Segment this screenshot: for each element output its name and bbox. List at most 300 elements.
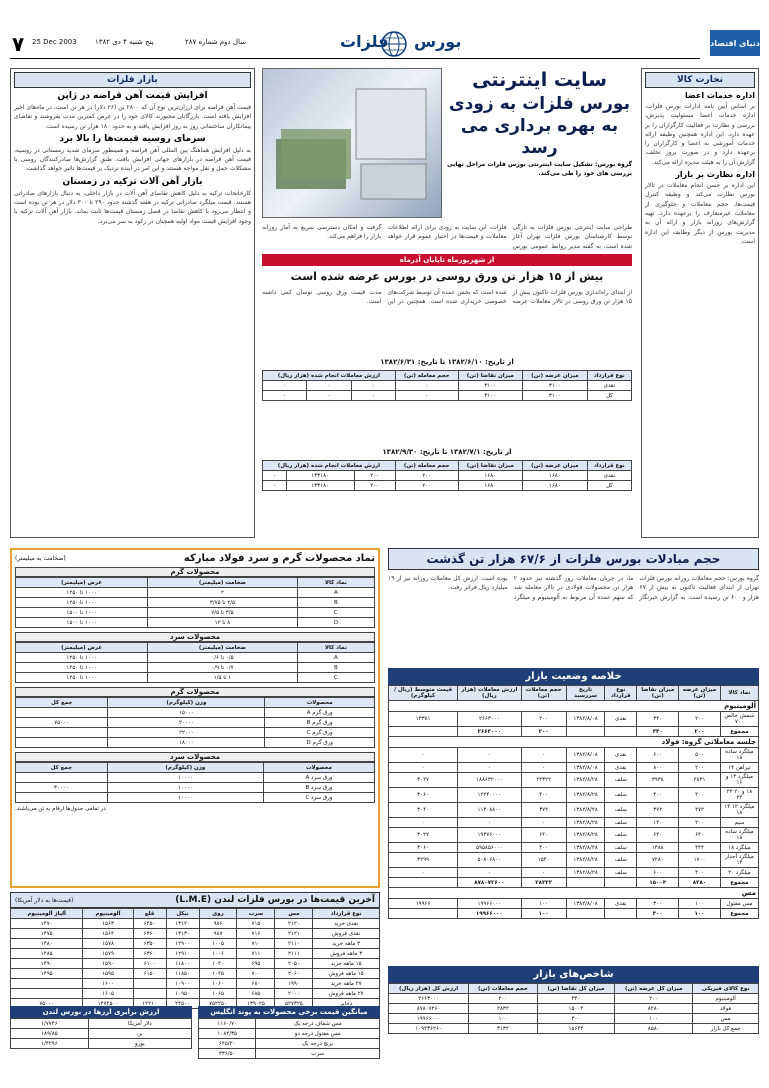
table-cell: ۱۰۹۰۰ <box>166 979 199 989</box>
table-cell: ۲۰۰ <box>679 727 721 737</box>
table-cell: ۲۷ ماهه خرید <box>313 979 380 989</box>
table-cell: ۰ <box>458 868 521 878</box>
lead-body-2: از ابتدای راه‌اندازی بورس فلزات تاکنون بیش از ۱۵ هزار تن ورق روسی در تالار معاملات عرضه شده است که بخش عمده آن توسط شرکت‌های خصوصی خریداری شده است. همچنین در این مدت قیمت ورق روسی نوسان کمی داشته است. <box>262 289 632 306</box>
table-cell: ۱۵۹۰ <box>83 959 133 969</box>
table-cell: ۱۳۸۲/۸/۰۸ <box>566 899 604 909</box>
table-cell: ۱۰۶۰ <box>199 979 237 989</box>
table-cell: ۱۰۰۰ تا ۱۵۰۰ <box>16 618 148 628</box>
table-cell: ۱۰۰ <box>521 909 566 919</box>
table-cell: کل <box>587 481 631 491</box>
table-cell: ۰ <box>263 481 287 491</box>
table-cell: مس <box>693 1014 759 1024</box>
col-header: قیمت متوسط (ریال / کیلوگرم) <box>389 686 458 701</box>
table-cell: ۱۰۰ <box>679 899 721 909</box>
table-cell: ۲۰۰ <box>679 712 721 727</box>
table-cell: ۱۰۰۰۰ <box>107 793 263 803</box>
table-cell: ۱۰۹۴۳۶۲۶۰ <box>389 1024 469 1034</box>
table-cell: جمع کل بازار <box>693 1024 759 1034</box>
table-cell <box>16 793 108 803</box>
table-row <box>389 773 759 788</box>
col-header: عرض (میلیمتر) <box>16 578 148 588</box>
table-row <box>199 1019 380 1029</box>
table-cell: ۰ <box>458 818 521 828</box>
table-cell: ۱۰۰۰۰ <box>107 773 263 783</box>
masthead <box>10 30 760 60</box>
table-cell: ۱۳۸۲/۸/۰۸ <box>566 748 604 763</box>
table-cell: ۱۳۱۲۰ <box>166 919 199 929</box>
volume-body: گروه بورس: حجم معاملات روزانه بورس فلزات تهران از ابتدای فعالیت تاکنون به بیش از ۶۷ هزار و ۶۰۰ تن رسیده است. به گزارش خبرنگار ما، در جریان معاملات روز گذشته نیز حدود ۲ هزار تن محصولات فولادی در تالار معامله شد که سهم عمده آن مربوط به آلومینیوم و میلگرد بوده است. ارزش کل معاملات روزانه نیز از ۱۹ میلیارد ریال فراتر رفت. <box>388 575 759 601</box>
section-title-right: بورس <box>414 32 462 51</box>
table-cell: سلف <box>605 853 637 868</box>
table-cell: ۰ <box>395 381 458 391</box>
table-cell: ۱۳۸۲/۸/۰۸ <box>566 712 604 727</box>
cold-products-label: محصولات سرد <box>15 632 375 642</box>
lme-table <box>10 908 380 1009</box>
table-cell: ۳۴۰ <box>637 727 679 737</box>
table-cell: ۷۵۲۲۵۰ <box>199 999 237 1009</box>
table-cell <box>389 909 458 919</box>
table-cell: ۳۱۰۰ <box>458 391 522 401</box>
table-cell: ۴۰۰ <box>637 788 679 803</box>
table-cell: ۱۴۹۵ <box>11 969 83 979</box>
section-label: آلومینیوم <box>389 701 759 712</box>
table-cell: ۱۵۰۰۴ <box>537 1004 615 1014</box>
table-row <box>11 1039 192 1049</box>
col-header: میزان تقاضا (تن) <box>458 371 522 381</box>
table-cell: ۷۱۶ <box>237 929 275 939</box>
table-row <box>16 598 375 608</box>
table-row <box>389 909 759 919</box>
table-cell <box>566 909 604 919</box>
article-headline: سرمای روسیه قیمت‌ها را بالا برد <box>59 133 206 144</box>
table-cell <box>11 989 83 999</box>
table-row <box>389 853 759 868</box>
article-body: این اداره بر حسن انجام معاملات در تالار بورس نظارت می‌کند و وظیفه کنترل قیمت‌ها، حجم معاملات و جلوگیری از معاملات غیرمتعارف را برعهده دارد. تهیه گزارش‌های روزانه بازار و ارائه آن به مدیریت بورس از دیگر وظایف این اداره است. <box>645 182 755 245</box>
table-cell: میلگرد ۱۲ ۱۴ ۱۸ <box>720 803 758 818</box>
market-index-title: شاخص‌های بازار <box>388 966 759 983</box>
table-row <box>11 969 380 979</box>
table-cell: ۸۵۸۰ <box>615 1024 693 1034</box>
trade-table-2-date: از تاریخ: ۱۳۸۲/۷/۱ تا تاریخ: ۱۳۸۲/۹/۳۰ <box>382 448 512 456</box>
table-cell: ۱۴۷۲۵۰۰ <box>83 999 133 1009</box>
col-header: میزان عرضه (تن) <box>522 371 587 381</box>
table-cell: ۳ ماهه خرید <box>313 939 380 949</box>
table-cell: ۰ <box>389 818 458 828</box>
table-cell: ۲۰۰ <box>679 763 721 773</box>
table-row <box>11 1019 192 1029</box>
table-cell: ۱/۴۲۹۶ <box>11 1039 89 1049</box>
col-header: جمع کل <box>16 698 108 708</box>
table-cell: میلگرد آجدار ۱۴ <box>720 853 758 868</box>
table-row <box>389 1004 759 1014</box>
table-cell: ۱۰۰۰ تا ۱۲۵۰ <box>16 663 148 673</box>
market-summary-table <box>388 685 759 919</box>
col-header: محصولات <box>265 698 375 708</box>
table-cell: نقدی <box>605 748 637 763</box>
col-header: وزن (کیلوگرم) <box>108 698 265 708</box>
table-cell: فولاد <box>693 1004 759 1014</box>
table-row <box>16 663 375 673</box>
table-row <box>16 618 375 628</box>
table-cell: ۱۳۸۲/۸/۲۸ <box>566 818 604 828</box>
col-header: حجم معاملات (تن) <box>469 984 538 994</box>
table-cell <box>133 989 166 999</box>
table-cell: A <box>297 653 374 663</box>
table-row <box>199 1029 380 1039</box>
table-row <box>389 748 759 763</box>
table-cell: ۳۷۲ <box>521 803 566 818</box>
col-header: آلیاژ آلومینیوم <box>11 909 83 919</box>
lead-banner: از شهریورماه تاپایان آذرماه <box>262 254 632 266</box>
table-cell: ۱۲۹۰۰ <box>166 939 199 949</box>
table-cell: ۱۵۹۵ <box>83 969 133 979</box>
table-cell: ورق سرد C <box>263 793 374 803</box>
market-index-panel <box>388 966 759 1078</box>
table-cell: ۱۲۲۴۰۰۰۰ <box>458 788 521 803</box>
table-cell: ۴۰۰ <box>679 868 721 878</box>
col-header: حجم معامله (تن) <box>395 461 458 471</box>
table-cell: ۲۰۰ <box>615 994 693 1004</box>
table-cell: B <box>297 663 374 673</box>
table-cell: ۲۶۶۳۰۰۰ <box>458 712 521 727</box>
col-header: میزان تقاضا (تن) <box>458 461 522 471</box>
table-cell: ۱۵ ماهه فروش <box>313 969 380 979</box>
table-cell: ورق سرد B <box>263 783 374 793</box>
cold-weight-table <box>15 762 375 803</box>
article-headline: اداره خدمات اعضا <box>685 91 755 100</box>
table-cell: ۳۰۰ <box>637 899 679 909</box>
table-cell: ۸۲۸۰ <box>679 878 721 888</box>
lead-intro: گروه بورس: تشکیل سایت اینترنتی بورس فلزات مراحل نهایی بررسی های خود را طی می‌کند. <box>447 161 632 178</box>
table-cell: ۰ <box>395 391 458 401</box>
steel-footnote: در تمامی جدول‌ها ارقام به تن می‌باشند. <box>15 806 106 812</box>
table-cell: نقدی <box>605 899 637 909</box>
table-cell: ۱۶۰۰ <box>83 979 133 989</box>
table-cell: ۱۵۰۰۴ <box>637 878 679 888</box>
table-cell <box>16 738 108 748</box>
table-cell: سرب <box>256 1049 380 1059</box>
col-header: میزان کل عرضه (تن) <box>615 984 693 994</box>
table-cell: ۳۰۰ <box>537 1014 615 1024</box>
table-cell: ۱۳۳۱۸۰ <box>286 471 354 481</box>
table-cell: ۱۳۸۲/۸/۲۸ <box>566 803 604 818</box>
table-cell: ۱۰۴۵ <box>199 969 237 979</box>
table-row <box>389 763 759 773</box>
table-cell: ۸۷۸۰۷۲۶۰ <box>389 1004 469 1014</box>
table-cell: سلف <box>605 828 637 843</box>
table-cell: سیم <box>720 818 758 828</box>
article-headline: اداره نظارت بر بازار <box>675 170 755 180</box>
table-cell: ۱۳۹۰۲۵ <box>237 999 275 1009</box>
table-row <box>389 843 759 853</box>
table-cell: ۵۹۵۸۵۶۰۰۰ <box>458 843 521 853</box>
table-cell: ۰ <box>307 381 351 391</box>
table-cell: ۲۰۰ <box>354 481 395 491</box>
lme-note: (قیمت‌ها به دلار آمریکا) <box>15 896 74 904</box>
table-cell: ۲۰۶۰ <box>275 969 313 979</box>
table-cell: B <box>297 598 374 608</box>
table-cell: میلگرد ساده ۱۸ <box>720 828 758 843</box>
table-cell: ۷۱۵ <box>237 919 275 929</box>
table-row <box>389 788 759 803</box>
table-cell: ۱۰۰۶ <box>199 949 237 959</box>
col-header: نوع قرارداد <box>587 461 631 471</box>
table-cell: ۳۰۴۰ <box>389 803 458 818</box>
trade-table-1-date: از تاریخ: ۱۳۸۲/۶/۱۰ تا تاریخ: ۱۳۸۲/۶/۳۱ <box>380 358 514 366</box>
table-cell: دلار آمریکا <box>88 1019 191 1029</box>
table-cell: مجموع <box>720 878 758 888</box>
table-cell: ۲ <box>148 588 297 598</box>
fx-title: ارزش برابری ارزها در بورس لندن <box>10 1006 192 1018</box>
table-cell: ۱۶۸۰ <box>522 481 587 491</box>
table-cell: ۱۰۰۰ تا ۱۲۵۰ <box>16 673 148 683</box>
table-cell: ۱۰۰۵ <box>199 939 237 949</box>
table-cell: سلف <box>605 868 637 878</box>
table-cell: ۰ <box>389 868 458 878</box>
table-cell: ۱۳۸۲/۸/۰۸ <box>566 763 604 773</box>
table-cell: ۲۰۰ <box>354 471 395 481</box>
table-cell: ۱۳۳۱۸۰ <box>286 481 354 491</box>
table-cell: ۰ <box>521 763 566 773</box>
table-cell: D <box>297 618 374 628</box>
section-label: مس <box>389 888 759 899</box>
table-row <box>389 899 759 909</box>
section-row <box>389 737 759 748</box>
table-cell: ۱۶۰۵ <box>83 989 133 999</box>
col-header: ارزش معاملات انجام شده (هزار ریال) <box>263 461 396 471</box>
table-cell: ۱۰۰۰ تا ۱۵۰۰ <box>16 608 148 618</box>
section-title-left: فلزات <box>340 32 389 51</box>
article-body: کارخانجات ترکیه به دلیل کاهش تقاضای آهن آلات در بازار داخلی، به دنبال بازارهای صادراتی هستند. قیمت میلگرد صادراتی ترکیه در هفته گذشته حدود ۲۹۰ تا ۳۰۰ دلار در هر تن بوده است و انتظار می‌رود با کاهش تقاضا در فصل زمستان قیمت‌ها ثابت بماند. بازار آهن آلات ترکیه با وجود افزایش قیمت مواد اولیه همچنان در رکود به سر می‌برد. <box>14 189 252 225</box>
table-cell: ۶۸۰ <box>237 979 275 989</box>
col-header: حجم معامله (تن) <box>395 371 458 381</box>
table-cell: ۳۷۲ <box>637 803 679 818</box>
table-cell: ۱۶۸۰ <box>458 471 522 481</box>
table-cell: ۶۰۰ <box>637 868 679 878</box>
table-cell: ۰ <box>263 381 307 391</box>
table-cell: ورق گرم A <box>265 708 375 718</box>
table-row <box>389 878 759 888</box>
trade-table-1 <box>262 370 632 401</box>
table-cell: ۲۰۰ <box>679 818 721 828</box>
table-cell: ۹۸۶ <box>199 919 237 929</box>
col-header: عرض (میلیمتر) <box>16 643 148 653</box>
table-cell: ۱۵ ماهه خرید <box>313 959 380 969</box>
table-cell: ۶۱۵۰ <box>133 969 166 979</box>
table-row <box>16 793 375 803</box>
table-cell: ۵۰۸۰۶۸۰۰ <box>458 853 521 868</box>
table-cell: C <box>297 673 374 683</box>
lead-title: سایت اینترنتی بورس فلزات به زودی به بهره برداری می رسد <box>449 69 630 158</box>
table-cell: ۱۰۹۵۰ <box>166 989 199 999</box>
table-cell: ۱۹۹۶۶۰۰۰ <box>458 909 521 919</box>
table-cell: ۰ <box>521 748 566 763</box>
table-cell: ۲۸۳۱ <box>679 773 721 788</box>
table-cell: ۳۰۴۷ <box>389 773 458 788</box>
table-cell: ۰ <box>389 763 458 773</box>
table-cell: ۰ <box>458 748 521 763</box>
table-cell: سلف <box>605 773 637 788</box>
table-cell: ۲۸۳۲ <box>469 1004 538 1014</box>
table-cell: نقدی <box>587 381 631 391</box>
table-cell: ۱۳۳۸۱ <box>389 712 458 727</box>
date-en: 25 Dec 2003 <box>32 38 77 46</box>
lme-panel <box>10 892 380 1007</box>
table-cell: ۱۴۷۰ <box>11 919 83 929</box>
table-cell: ۳۰۰ <box>637 909 679 919</box>
table-cell: مس مفتول درجه دو <box>256 1029 380 1039</box>
table-cell: ۱۵۶۴ <box>83 929 133 939</box>
table-row <box>11 939 380 949</box>
col-header: آلومینیوم <box>83 909 133 919</box>
table-cell: ۱۵۰۰۰ <box>108 708 265 718</box>
table-cell: ۲۱۲۱ <box>275 929 313 939</box>
table-cell: ۱۰۴۰ <box>199 959 237 969</box>
steel-products-panel <box>10 548 380 888</box>
table-cell: ۱۴۸۸ <box>637 843 679 853</box>
table-cell: ۱۳۸۲/۸/۲۸ <box>566 828 604 843</box>
table-cell: ۱۰۶۵ <box>199 989 237 999</box>
table-cell: ۶۴۵/۲۰ <box>199 1039 256 1049</box>
table-cell: ۰ <box>263 471 287 481</box>
table-cell: نقدی <box>605 763 637 773</box>
col-header: ارزش کل (هزار ریال) <box>389 984 469 994</box>
section-row <box>389 701 759 712</box>
table-cell: ۴۷۲ <box>679 803 721 818</box>
table-cell: ۶۸۵ <box>237 989 275 999</box>
col-header: ضخامت (میلیمتر) <box>148 643 297 653</box>
col-header: قلع <box>133 909 166 919</box>
trade-table-2 <box>262 460 632 491</box>
col-header: نوع کالای فیزیکی <box>693 984 759 994</box>
table-cell: ۲۶۶۳۰۰۰ <box>458 727 521 737</box>
market-index-table <box>388 983 759 1034</box>
table-cell: یورو <box>88 1039 191 1049</box>
col-header: ارزش معاملات انجام شده (هزار ریال) <box>263 371 396 381</box>
table-cell: ۸ تا ۱۲ <box>148 618 297 628</box>
table-cell: ۳۰۰۰۰ <box>16 783 108 793</box>
table-cell: ۰ <box>521 818 566 828</box>
table-cell: ۶۴۵۰ <box>133 919 166 929</box>
issue-number: سال دوم شماره ۲۸۷ <box>185 38 246 46</box>
article-headline: افزایش قیمت آهن قراضه در ژاپن <box>57 91 208 101</box>
table-row <box>389 828 759 843</box>
table-cell: ین <box>88 1029 191 1039</box>
lead-headline-2: بیش از ۱۵ هزار تن ورق روسی در بورس عرضه شده است <box>290 270 604 283</box>
table-cell: ۲۰۰ <box>521 712 566 727</box>
table-cell: ۰ <box>389 748 458 763</box>
table-cell: ورق گرم B <box>265 718 375 728</box>
table-cell: ۱۳۱۳۰ <box>166 929 199 939</box>
table-cell: سلف <box>605 843 637 853</box>
table-cell: ۷۲۸۰ <box>637 853 679 868</box>
table-cell: ۶۹۵ <box>237 959 275 969</box>
table-cell: ۱۳۸۲/۸/۲۸ <box>566 773 604 788</box>
table-cell: ۲۰۰۰ <box>275 989 313 999</box>
table-cell: ۳۴۰ <box>637 712 679 727</box>
table-cell: ۶۴۰ <box>637 828 679 843</box>
table-cell: ۰ <box>351 391 395 401</box>
volume-headline: حجم مبادلات بورس فلزات از ۶۷/۶ هزار تن گذشت <box>388 548 759 570</box>
col-header: نماد کالا <box>297 578 374 588</box>
table-cell: ۱۳۸۲/۸/۲۸ <box>566 843 604 853</box>
col-header: میزان عرضه (تن) <box>679 686 721 701</box>
table-cell: ۳۱۰۰ <box>522 391 587 401</box>
table-cell: ۱۴۸۵ <box>11 949 83 959</box>
table-row <box>16 728 375 738</box>
right-column-header: تجارت کالا <box>645 72 755 88</box>
table-row <box>389 712 759 727</box>
table-cell: ۲۱۱۱ <box>275 949 313 959</box>
table-cell: ۱۷۰۰ <box>679 853 721 868</box>
table-cell: ۱۱۸۵۰ <box>166 969 199 979</box>
table-cell <box>16 728 108 738</box>
table-cell: کل <box>587 391 631 401</box>
table-row <box>11 959 380 969</box>
table-cell: ۱۰۰ <box>469 1014 538 1024</box>
col-header: میزان تقاضا (تن) <box>637 686 679 701</box>
table-cell: ۶۴۶۰ <box>133 929 166 939</box>
table-cell: ۴۰۰ <box>679 788 721 803</box>
table-cell: نقدی خرید <box>313 919 380 929</box>
table-cell: ۳۳۶/۵۰ <box>199 1049 256 1059</box>
table-cell: مس مفتول <box>720 899 758 909</box>
table-cell: ۱۱۶۰/۷۰ <box>199 1019 256 1029</box>
table-cell: نقدی <box>587 471 631 481</box>
table-cell: ۱۹۹۰ <box>275 979 313 989</box>
table-cell: ۱۸ و ۲۰ ۲۲ ۲۴ <box>720 788 758 803</box>
table-cell: ۷۵۰۰۰ <box>16 718 108 728</box>
table-cell: ۳۱۰۰ <box>458 381 522 391</box>
market-summary-panel <box>388 668 759 964</box>
right-column-article <box>641 68 759 538</box>
table-cell: ۴۴۴ <box>679 843 721 853</box>
lme-title: آخرین قیمت‌ها در بورس فلزات لندن (L.M.E) <box>175 895 375 905</box>
table-cell: ۸۰۰ <box>637 763 679 773</box>
table-cell: ۱۰۰۰ تا ۱۲۵۰ <box>16 653 148 663</box>
table-cell: ۲۸۳۲۲ <box>521 878 566 888</box>
table-cell: ۶۳۵۰ <box>133 939 166 949</box>
table-cell: ۲۲۰۰۰ <box>108 728 265 738</box>
table-row <box>11 989 380 999</box>
table-cell: ۷۵۰۰۰ <box>11 999 83 1009</box>
table-cell: ۲۴۳۲۲ <box>521 773 566 788</box>
table-cell: ۶۳۶۰ <box>133 949 166 959</box>
table-cell: ۱۳۸۲/۸/۲۸ <box>566 868 604 878</box>
table-cell: آلومینیوم <box>693 994 759 1004</box>
table-row <box>389 803 759 818</box>
section-label: جلسه معاملاتی گروه: فولاد <box>389 737 759 748</box>
table-cell: ورق گرم D <box>265 738 375 748</box>
table-row <box>389 818 759 828</box>
table-cell: ۱۲۲۱۰ <box>133 999 166 1009</box>
table-cell <box>133 979 166 989</box>
col-header: نیکل <box>166 909 199 919</box>
globe-icon <box>380 30 408 58</box>
table-cell: ۲۰۵۰ <box>275 959 313 969</box>
table-cell: ۱۲۹۱۰ <box>166 949 199 959</box>
table-cell: A <box>297 588 374 598</box>
table-cell: مجموع <box>720 727 758 737</box>
table-row <box>263 391 632 401</box>
table-row <box>11 979 380 989</box>
col-header: میزان کل تقاضا (تن) <box>537 984 615 994</box>
table-cell: ۳۰۶۰ <box>389 843 458 853</box>
table-cell: ۱۵۷۸ <box>83 939 133 949</box>
table-cell: ورق گرم C <box>265 728 375 738</box>
table-cell: ۱۴۸۰ <box>11 939 83 949</box>
table-cell: ورق سرد A <box>263 773 374 783</box>
